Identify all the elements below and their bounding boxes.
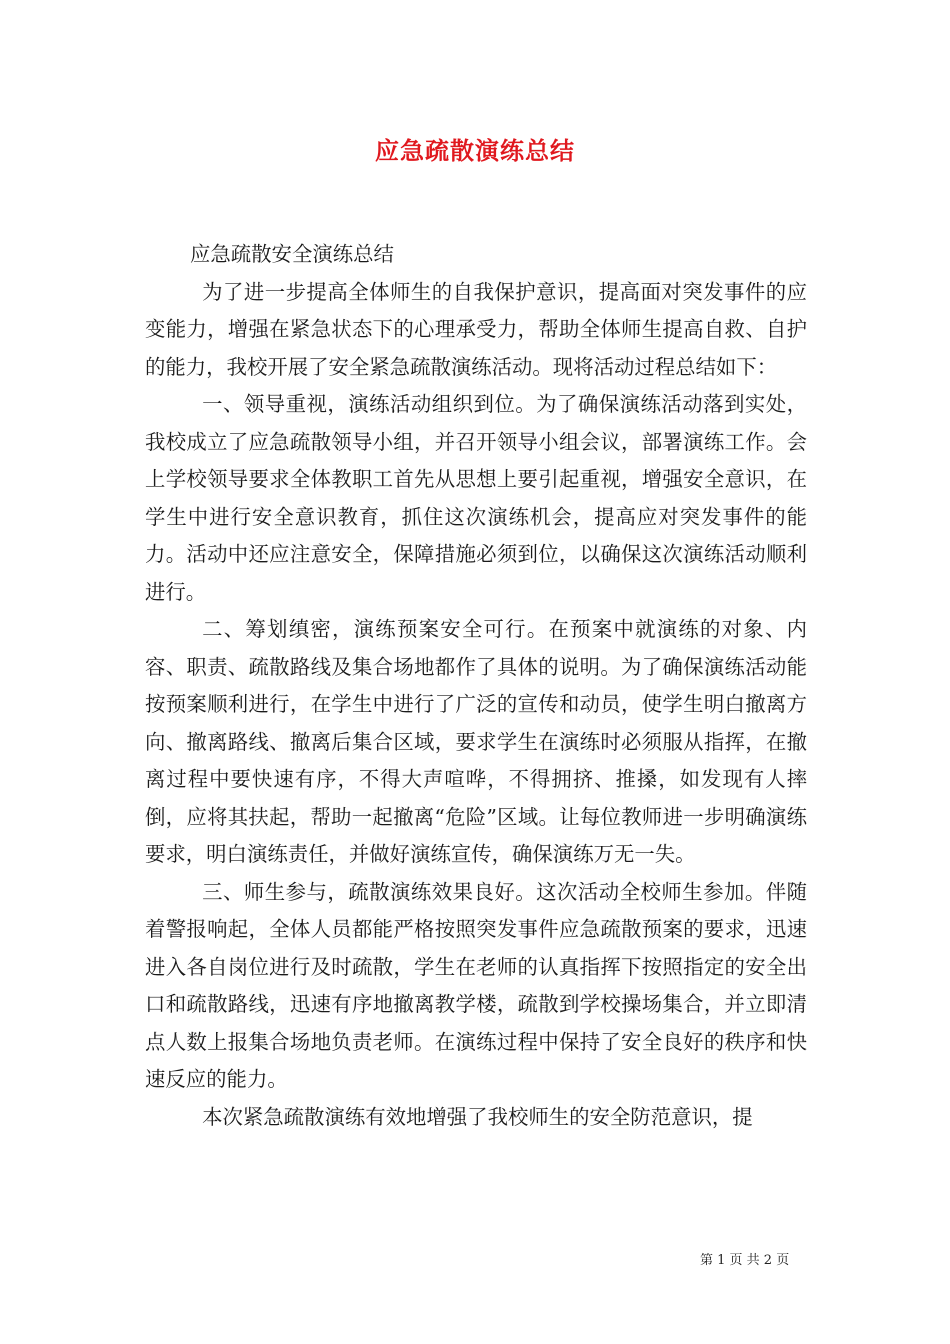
document-subtitle: 应急疏散安全演练总结 <box>190 242 394 266</box>
document-title: 应急疏散演练总结 <box>375 136 575 165</box>
paragraph-section-1: 一、领导重视，演练活动组织到位。为了确保演练活动落到实处，我校成立了应急疏散领导小组，并召开领导小组会议，部署演练工作。会上学校领导要求全体教职工首先从思想上要引起重视，增强安全意识，在学生中进行安全意识教育，抓住这次演练机会，提高应对突发事件的能力。活动中还应注意安全，保障措施必须到位，以确保这次演练活动顺利进行。 <box>145 392 807 604</box>
paragraph-intro: 为了进一步提高全体师生的自我保护意识，提高面对突发事件的应变能力，增强在紧急状态下的心理承受力，帮助全体师生提高自救、自护的能力，我校开展了安全紧急疏散演练活动。现将活动过程总结如下： <box>145 279 807 379</box>
page-number: 第 1 页 共 2 页 <box>700 1253 790 1268</box>
paragraph-section-3: 三、师生参与，疏散演练效果良好。这次活动全校师生参加。伴随着警报响起，全体人员都能严格按照突发事件应急疏散预案的要求，迅速进入各自岗位进行及时疏散，学生在老师的认真指挥下按照指定的安全出口和疏散路线，迅速有序地撤离教学楼，疏散到学校操场集合，并立即清点人数上报集合场地负责老师。在演练过程中保持了安全良好的秩序和快速反应的能力。 <box>145 879 807 1091</box>
document-body <box>145 236 807 1136</box>
paragraph-section-2: 二、筹划缜密，演练预案安全可行。在预案中就演练的对象、内容、职责、疏散路线及集合场地都作了具体的说明。为了确保演练活动能按预案顺利进行，在学生中进行了广泛的宣传和动员，使学生明白撤离方向、撤离路线、撤离后集合区域，要求学生在演练时必须服从指挥，在撤离过程中要快速有序，不得大声喧哗，不得拥挤、推搡，如发现有人摔倒，应将其扶起，帮助一起撤离“危险”区域。让每位教师进一步明确演练要求，明白演练责任，并做好演练宣传，确保演练万无一失。 <box>145 617 807 866</box>
paragraph-conclusion: 本次紧急疏散演练有效地增强了我校师生的安全防范意识，提 <box>202 1104 753 1129</box>
